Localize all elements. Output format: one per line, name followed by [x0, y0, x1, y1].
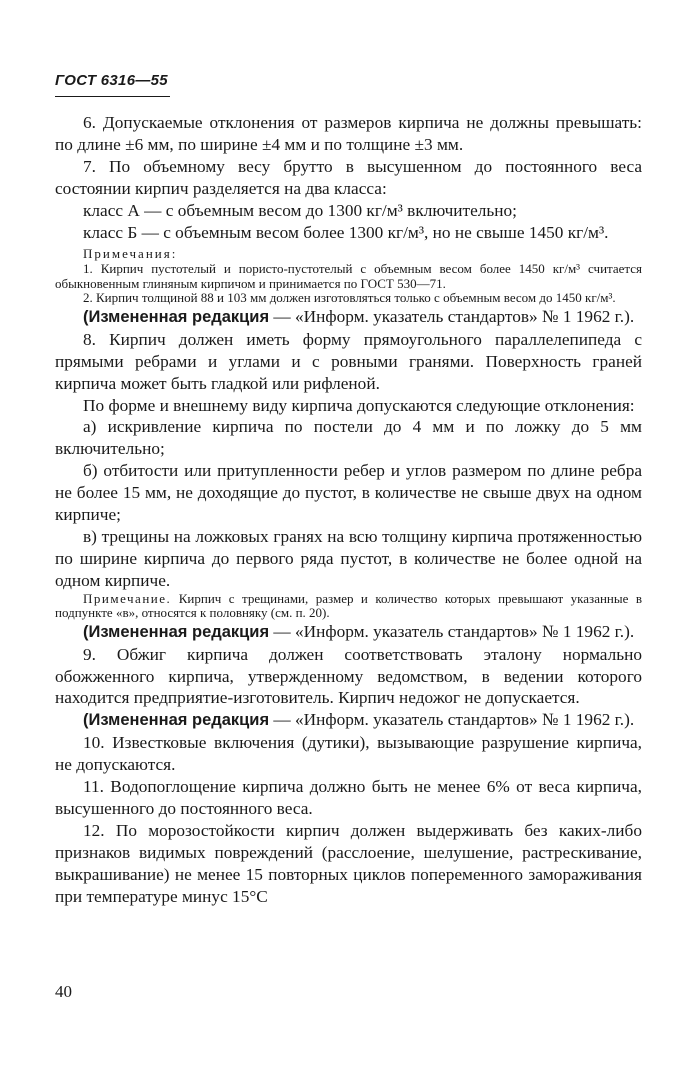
note-2: 2. Кирпич толщиной 88 и 103 мм должен изготовляться только с объемным весом до 1450 кг/м³.: [83, 290, 616, 306]
document-body: [55, 112, 642, 908]
amendment-label: (Измененная редакция: [83, 307, 270, 326]
paragraph-11: 11. Водопоглощение кирпича должно быть не менее 6% от веса кирпича, высушенного до постоянного веса.: [55, 777, 642, 818]
paragraph-9: 9. Обжиг кирпича должен соответствовать эталону нормально обожженного кирпича, утвержденному ведомством, в ведении которого находится предприятие-изготовитель. Кирпич недожог не допускается.: [55, 644, 642, 708]
amendment-1: [55, 306, 642, 329]
amendment-text: — «Информ. указатель стандартов» № 1 1962 г.).: [269, 306, 635, 326]
paragraph-6: 6. Допускаемые отклонения от размеров кирпича не должны превышать: по длине ±6 мм, по ширине ±4 мм и по толщине ±3 мм.: [55, 113, 642, 154]
amendment-text: — «Информ. указатель стандартов» № 1 1962 г.).: [269, 621, 635, 641]
note-1: 1. Кирпич пустотелый и пористо-пустотелый с объемным весом более 1450 кг/м³ считается обыкновенным глиняным кирпичом и принимается по ГОСТ 530—71.: [55, 261, 642, 291]
note-8: [55, 592, 642, 621]
paragraph-7-class-b: класс Б — с объемным весом более 1300 кг/м³, но не свыше 1450 кг/м³.: [83, 222, 609, 242]
note-8-label: Примечание.: [83, 590, 172, 606]
paragraph-8-c: в) трещины на ложковых гранях на всю толщину кирпича протяженностью по ширине кирпича до первого ряда пустот, в количестве не более одной на одном кирпиче.: [55, 527, 642, 590]
notes-title: Примечания:: [83, 246, 178, 262]
paragraph-12: 12. По морозостойкости кирпич должен выдерживать без каких-либо признаков видимых повреждений (расслоение, шелушение, растрескивание, выкрашивание) не менее 15 повторных циклов попеременного замораживания при температуре минус 15°С: [55, 820, 642, 906]
paragraph-8-intro: По форме и внешнему виду кирпича допускаются следующие отклонения:: [83, 395, 635, 415]
paragraph-8: 8. Кирпич должен иметь форму прямоугольного параллелепипеда с прямыми ребрами и углами и с ровными гранями. Поверхность граней кирпича может быть гладкой или рифленой.: [55, 329, 642, 393]
amendment-3: [55, 709, 642, 732]
page-number: 40: [55, 982, 72, 1001]
note-8-text: Кирпич с трещинами, размер и количество которых превышают указанные в подпункте «в», относятся к половняку (см. п. 20).: [55, 590, 642, 621]
amendment-text: — «Информ. указатель стандартов» № 1 1962 г.).: [269, 710, 635, 730]
paragraph-8-b: б) отбитости или притупленности ребер и углов размером по длине ребра не более 15 мм, не доходящие до пустот, в количестве не свыше двух на одном кирпиче;: [55, 461, 642, 525]
paragraph-7-intro: 7. По объемному весу брутто в высушенном до постоянного веса состоянии кирпич разделяется на два класса:: [55, 156, 642, 198]
paragraph-10: 10. Известковые включения (дутики), вызывающие разрушение кирпича, не допускаются.: [55, 733, 642, 775]
paragraph-8-a: а) искривление кирпича по постели до 4 мм и по ложку до 5 мм включительно;: [55, 417, 642, 459]
amendment-2: [55, 621, 642, 644]
header-rule: [55, 96, 170, 97]
document-header: ГОСТ 6316—55: [55, 72, 168, 89]
amendment-label: (Измененная редакция: [83, 622, 270, 641]
paragraph-7-class-a: класс А — с объемным весом до 1300 кг/м³ включительно;: [83, 200, 517, 220]
amendment-label: (Измененная редакция: [83, 711, 270, 730]
